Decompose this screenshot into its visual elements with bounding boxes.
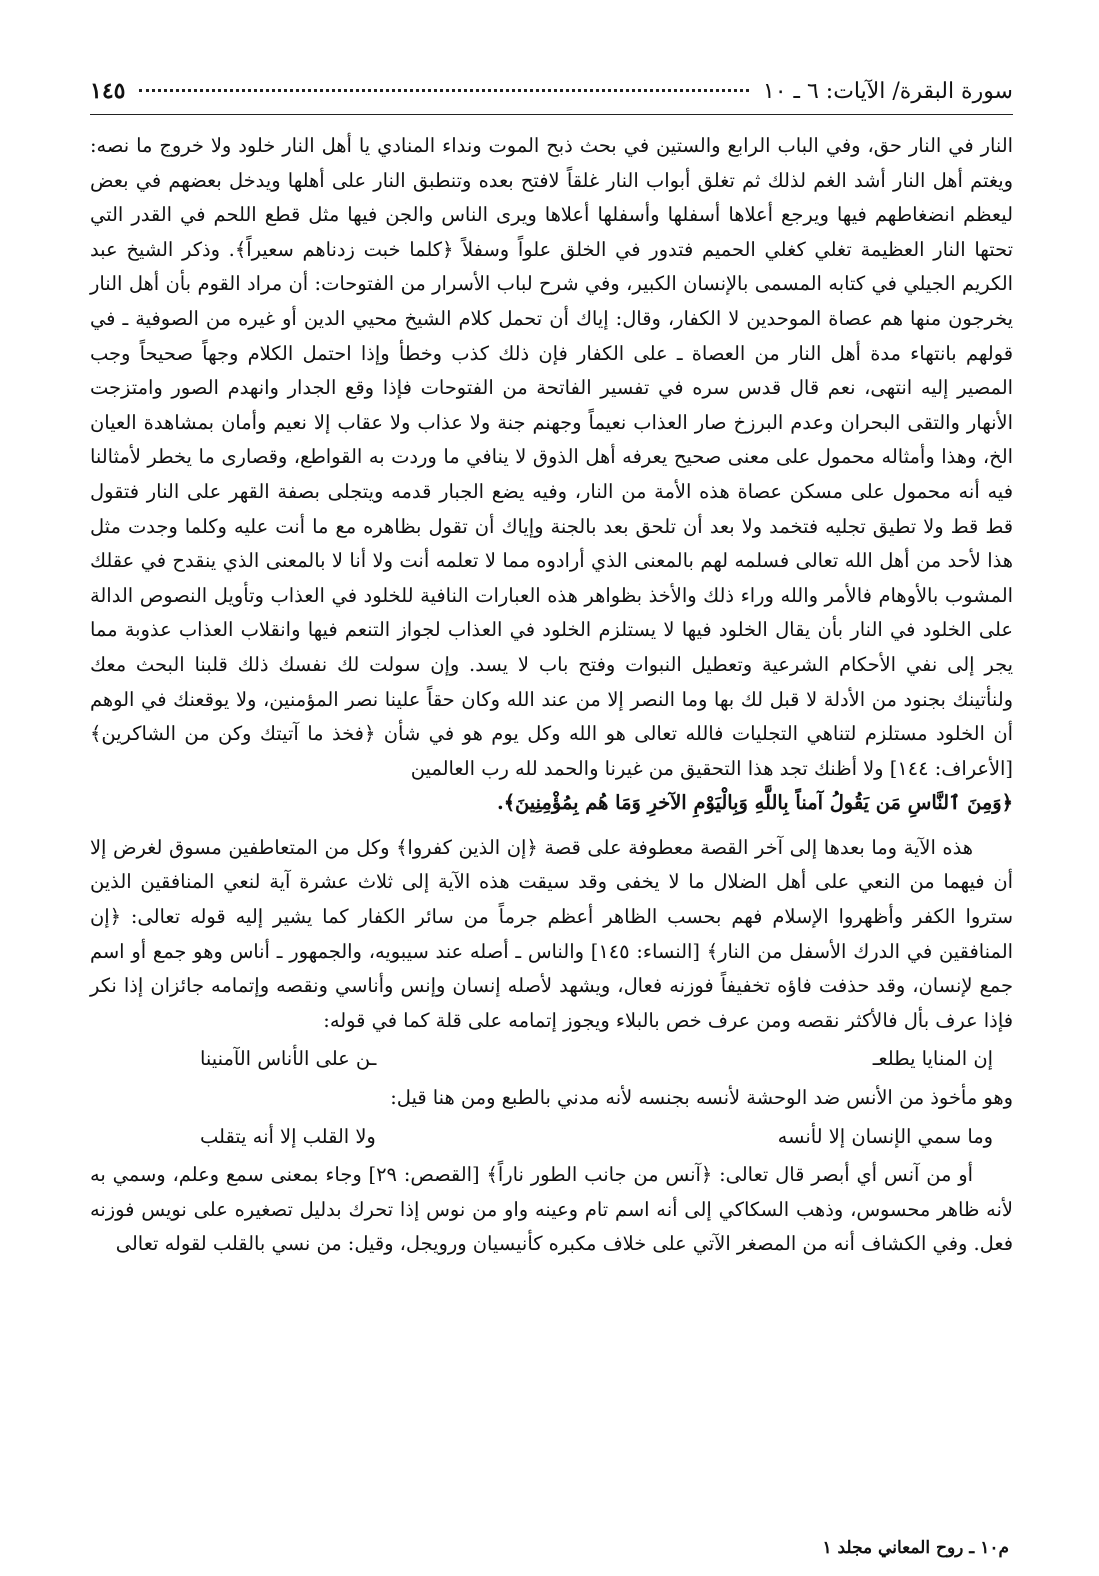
poem-2-first-hemistich: وما سمي الإنسان إلا لأنسه xyxy=(777,1124,993,1148)
poem-1-second-hemistich: ـن على الأناس الآمنينا xyxy=(200,1047,377,1071)
footer-signature: م١٠ ـ روح المعاني مجلد ١ xyxy=(822,1538,1009,1558)
body-paragraph-2: هذه الآية وما بعدها إلى آخر القصة معطوفة على قصة ﴿إن الذين كفروا﴾ وكل من المتعاطفين مسوق لغرض إلا أن فيهما من النعي على أهل الضلال ما لا يخفى وقد سيقت هذه الآية إلى ثلاث عشرة آية لنعي المنافقين الذين ستروا الكفر وأظهروا الإسلام فهم بحسب الظاهر أعظم جرماً من سائر الكفار كما يشير إليه قوله تعالى: ﴿إن المنافقين في الدرك الأسفل من النار﴾ [النساء: ١٤٥] والناس ـ أصله عند سيبويه، والجمهور ـ أناس وهو جمع أو اسم جمع لإنسان، وقد حذفت فاؤه تخفيفاً فوزنه فعال، ويشهد لأصله إنسان وإنس وأناسي ونقصه وإتمامه جائزان إذا نكر فإذا عرف بأل فالأكثر نقصه ومن عرف خص بالبلاء ويجوز إتمامه على قلة كما في قوله: xyxy=(90,835,1014,1032)
spacer xyxy=(90,821,1013,831)
body-paragraph-4: أو من آنس أي أبصر قال تعالى: ﴿آنس من جانب الطور ناراً﴾ [القصص: ٢٩] وجاء بمعنى سمع وعلم، وسمي به لأنه ظاهر محسوس، وذهب السكاكي إلى أنه اسم تام وعينه واو من نوس إذا تحرك بدليل تصغيره على نويس فوزنه فعل. وفي الكشاف أنه من المصغر الآتي على خلاف مكبره كأنيسيان ورويجل، وقيل: من نسي بالقلب لقوله تعالى xyxy=(90,1163,1013,1256)
verse-heading: ﴿وَمِنَ ٱلنَّاسِ مَن يَقُولُ آمناً بِاللَّهِ وَبِالْيَوْمِ الآخرِ وَمَا هُم بِمُؤْمِنِينَ﴾. xyxy=(496,791,1013,815)
running-header xyxy=(90,78,1013,115)
leader-dots xyxy=(139,89,748,92)
body-paragraph-1: النار في النار حق، وفي الباب الرابع والستين في بحث ذبح الموت ونداء المنادي يا أهل النار خلود ولا خروج ما نصه: ويغتم أهل النار أشد الغم لذلك ثم تغلق أبواب النار غلقاً لافتح بعده وتنطبق النار على أهلها ويدخل بعضهم في بعض ليعظم انضغاطهم فيها ويرجع أعلاها أسفلها وأسفلها أعلاها ويرى الناس والجن فيها مثل قطع اللحم في القدر التي تحتها النار العظيمة تغلي كغلي الحميم فتدور في الخلق علواً وسفلاً ﴿كلما خبت زدناهم سعيراً﴾. وذكر الشيخ عبد الكريم الجيلي في كتابه المسمى بالإنسان الكبير، وفي شرح لباب الأسرار من الفتوحات: أن مراد القوم بأن أهل النار يخرجون منها هم عصاة الموحدين لا الكفار، وقال: إياك أن تحمل كلام الشيخ محيي الدين أو غيره من الصوفية ـ في قولهم بانتهاء مدة أهل النار من العصاة ـ على الكفار فإن ذلك كذب وخطأ وإذا احتمل الكلام وجهاً صحيحاً وجب المصير إليه انتهى، نعم قال قدس سره في تفسير الفاتحة من الفتوحات فإذا وقع الجدار وانهدم الصور وامتزجت الأنهار والتقى البحران وعدم البرزخ صار العذاب نعيماً وجهنم جنة ولا عذاب ولا عقاب إلا نعيم وأمان بمشاهدة العيان الخ، وهذا وأمثاله محمول على معنى صحيح يعرفه أهل الذوق لا ينافي ما وردت به القواطع، وقصارى ما يخطر لأمثالنا فيه أنه محمول على مسكن عصاة هذه الأمة من النار، وفيه يضع الجبار قدمه ويتجلى بصفة القهر على النار فتقول قط قط ولا تطيق تجليه فتخمد ولا بعد أن تلحق بعد بالجنة وإياك أن تقول بظاهره مع ما أنت عليه وكلما وجدت مثل هذا لأحد من أهل الله تعالى فسلمه لهم بالمعنى الذي أرادوه مما لا تعلمه أنت ولا أنا لا بالمعنى الذي ينقدح في عقلك المشوب بالأوهام فالأمر والله وراء ذلك والأخذ بظواهر هذه العبارات النافية للخلود في العذاب وتأويل النصوص الدالة على الخلود في النار بأن يقال الخلود فيها لا يستلزم الخلود في العذاب لجواز التنعم فيها وانقلاب العذاب عذوبة مما يجر إلى نفي الأحكام الشرعية وتعطيل النبوات وفتح باب لا يسد. وإن سولت لك نفسك ذلك قلبنا البحث معك ولنأتينك بجنود من الأدلة لا قبل لك بها وما النصر إلا من عند الله وكان حقاً علينا نصر المؤمنين، ولا يوقعنك في الوهم أن الخلود مستلزم لتناهي التجليات فالله تعالى هو الله وكل يوم هو في شأن ﴿فخذ ما آتيتك وكن من الشاكرين﴾ [الأعراف: ١٤٤] ولا أظنك تجد هذا التحقيق من غيرنا والحمد لله رب العالمين xyxy=(90,134,1013,780)
poem-1-first-hemistich: إن المنايا يطلعـ xyxy=(872,1047,993,1071)
poem-line-2 xyxy=(90,1116,1013,1159)
body-paragraph-3: وهو مأخوذ من الأنس ضد الوحشة لأنسه بجنسه لأنه مدني بالطبع ومن هنا قيل: xyxy=(390,1086,1013,1110)
poem-line-1 xyxy=(90,1038,1013,1081)
running-title: سورة البقرة/ الآيات: ٦ ـ ١٠ xyxy=(762,79,1013,104)
page-number: ١٤٥ xyxy=(90,78,126,104)
poem-2-second-hemistich: ولا القلب إلا أنه يتقلب xyxy=(200,1124,376,1148)
